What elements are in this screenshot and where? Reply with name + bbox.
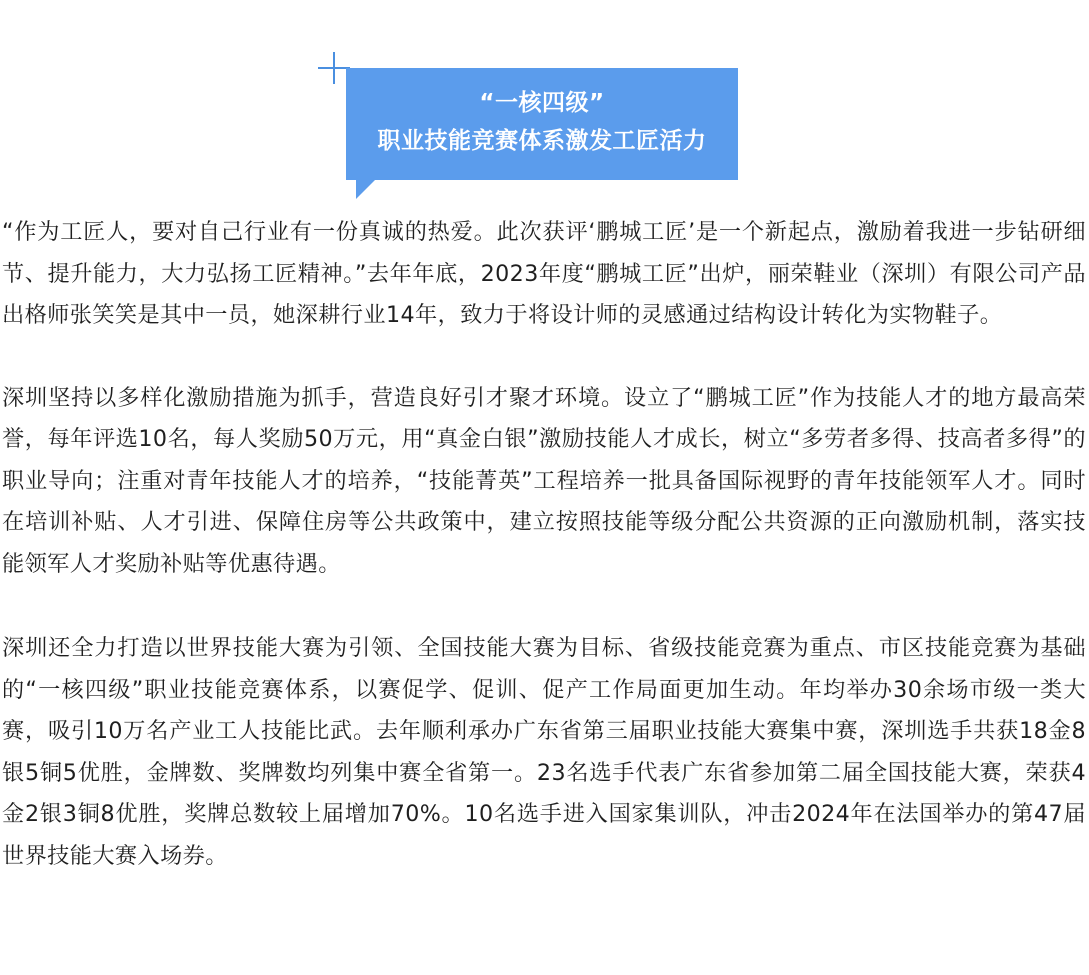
section-header	[318, 52, 748, 202]
paragraph-3: 深圳还全力打造以世界技能大赛为引领、全国技能大赛为目标、省级技能竞赛为重点、市区技能竞赛为基础的“一核四级”职业技能竞赛体系，以赛促学、促训、促产工作局面更加生动。年均举办30余场市级一类大赛，吸引10万名产业工人技能比武。去年顺利承办广东省第三届职业技能大赛集中赛，深圳选手共获18金8银5铜5优胜，金牌数、奖牌数均列集中赛全省第一。23名选手代表广东省参加第二届全国技能大赛，荣获4金2银3铜8优胜，奖牌总数较上届增加70%。10名选手进入国家集训队，冲击2024年在法国举办的第47届世界技能大赛入场券。	[2, 635, 1086, 869]
paragraph-1: “作为工匠人，要对自己行业有一份真诚的热爱。此次获评‘鹏城工匠’是一个新起点，激励着我进一步钻研细节、提升能力，大力弘扬工匠精神。”去年年底，2023年度“鹏城工匠”出炉，丽荣鞋业（深圳）有限公司产品出格师张笑笑是其中一员，她深耕行业14年，致力于将设计师的灵感通过结构设计转化为实物鞋子。	[2, 219, 1086, 328]
section-title-banner	[346, 68, 738, 180]
speech-tail-decoration	[356, 179, 376, 199]
paragraph-2: 深圳坚持以多样化激励措施为抓手，营造良好引才聚才环境。设立了“鹏城工匠”作为技能人才的地方最高荣誉，每年评选10名，每人奖励50万元，用“真金白银”激励技能人才成长，树立“多劳者多得、技高者多得”的职业导向；注重对青年技能人才的培养，“技能菁英”工程培养一批具备国际视野的青年技能领军人才。同时在培训补贴、人才引进、保障住房等公共政策中，建立按照技能等级分配公共资源的正向激励机制，落实技能领军人才奖励补贴等优惠待遇。	[2, 384, 1086, 577]
section-title-line-2: 职业技能竞赛体系激发工匠活力	[377, 128, 707, 154]
article-body	[2, 212, 1086, 918]
section-title-line-1: “一核四级”	[479, 90, 605, 116]
